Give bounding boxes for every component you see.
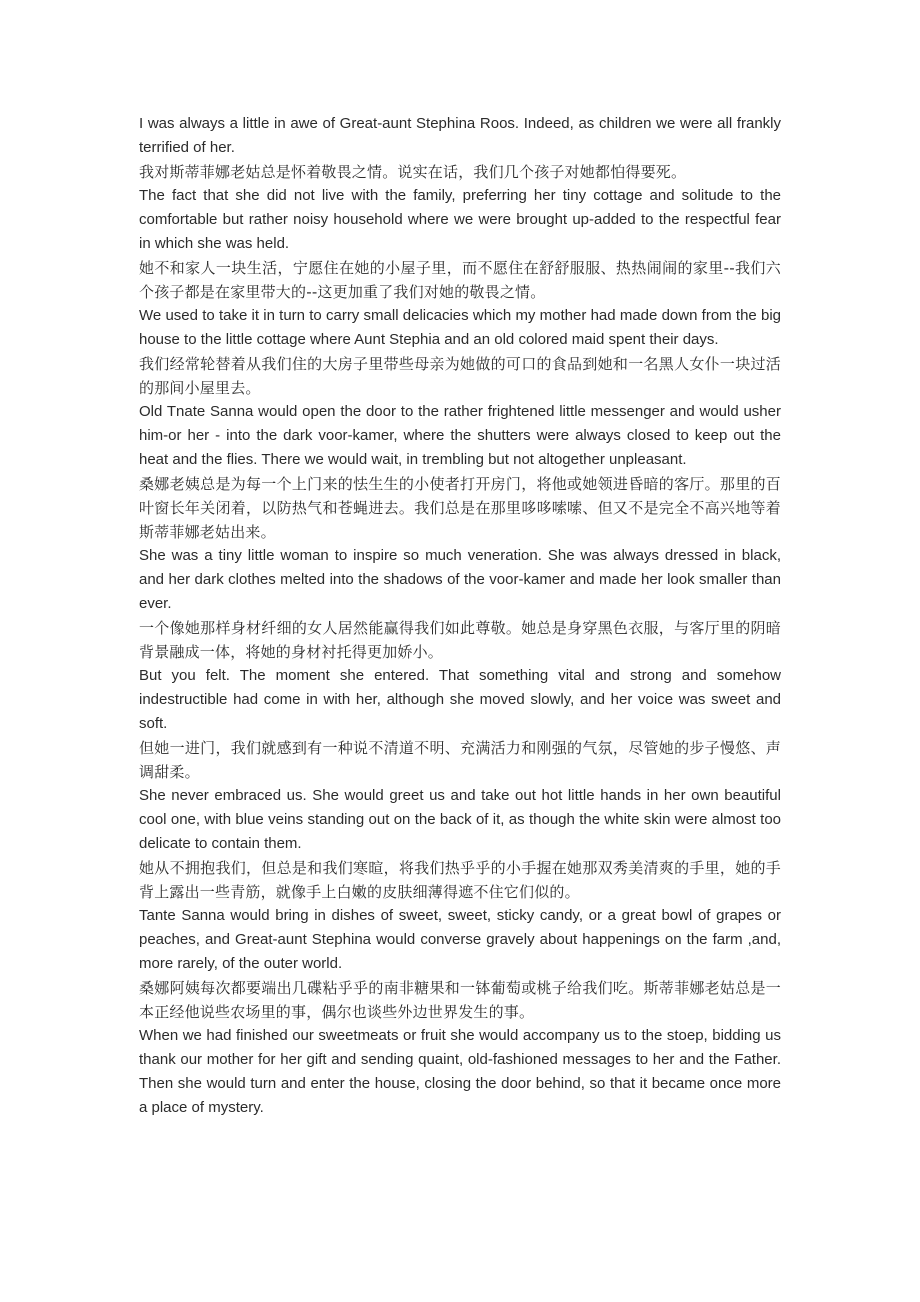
paragraph-english: She never embraced us. She would greet us and take out hot little hands in her own beautiful cool one, with blue veins standing out on the back of it, as though the white skin were almost too delicate to contain them.	[139, 787, 781, 852]
paragraph-chinese: 桑娜阿姨每次都要端出几碟粘乎乎的南非糖果和一钵葡萄或桃子给我们吃。斯蒂菲娜老姑总是一本正经他说些农场里的事，偶尔也谈些外边世界发生的事。	[139, 979, 781, 1021]
paragraph-chinese: 一个像她那样身材纤细的女人居然能赢得我们如此尊敬。她总是身穿黑色衣服，与客厅里的阴暗背景融成一体，将她的身材衬托得更加娇小。	[139, 619, 781, 661]
paragraph-english: But you felt. The moment she entered. That something vital and strong and somehow indestructible had come in with her, although she moved slowly, and her voice was sweet and soft.	[139, 667, 781, 732]
document-body	[139, 112, 781, 1120]
paragraph-chinese: 桑娜老姨总是为每一个上门来的怯生生的小使者打开房门，将他或她领进昏暗的客厅。那里的百叶窗长年关闭着，以防热气和苍蝇进去。我们总是在那里哆哆嗦嗦、但又不是完全不高兴地等着斯蒂菲娜老姑出来。	[139, 475, 781, 541]
paragraph-english: We used to take it in turn to carry small delicacies which my mother had made down from the big house to the little cottage where Aunt Stephia and an old colored maid spent their days.	[139, 307, 781, 348]
paragraph-english: The fact that she did not live with the family, preferring her tiny cottage and solitude to the comfortable but rather noisy household where we were brought up-added to the respectful fear in which she was held.	[139, 187, 781, 252]
paragraph-chinese: 她不和家人一块生活，宁愿住在她的小屋子里，而不愿住在舒舒服服、热热闹闹的家里--我们六个孩子都是在家里带大的--这更加重了我们对她的敬畏之情。	[139, 259, 781, 301]
paragraph-english: Tante Sanna would bring in dishes of sweet, sweet, sticky candy, or a great bowl of grapes or peaches, and Great-aunt Stephina would converse gravely about happenings on the farm ,and, more rarely, of the outer world.	[139, 907, 781, 972]
paragraph-chinese: 但她一进门，我们就感到有一种说不清道不明、充满活力和刚强的气氛，尽管她的步子慢悠、声调甜柔。	[139, 739, 781, 781]
paragraph-english: I was always a little in awe of Great-aunt Stephina Roos. Indeed, as children we were all frankly terrified of her.	[139, 115, 781, 156]
paragraph-english: She was a tiny little woman to inspire so much veneration. She was always dressed in black, and her dark clothes melted into the shadows of the voor-kamer and made her look smaller than ever.	[139, 547, 781, 612]
paragraph-english: Old Tnate Sanna would open the door to the rather frightened little messenger and would usher him-or her - into the dark voor-kamer, where the shutters were always closed to keep out the heat and the flies. There we would wait, in trembling but not altogether unpleasant.	[139, 403, 781, 468]
paragraph-chinese: 我对斯蒂菲娜老姑总是怀着敬畏之情。说实在话，我们几个孩子对她都怕得要死。	[139, 163, 687, 181]
paragraph-chinese: 她从不拥抱我们，但总是和我们寒暄，将我们热乎乎的小手握在她那双秀美清爽的手里，她的手背上露出一些青筋，就像手上白嫩的皮肤细薄得遮不住它们似的。	[139, 859, 781, 901]
paragraph-chinese: 我们经常轮替着从我们住的大房子里带些母亲为她做的可口的食品到她和一名黑人女仆一块过活的那间小屋里去。	[139, 355, 781, 397]
paragraph-english: When we had finished our sweetmeats or fruit she would accompany us to the stoep, bidding us thank our mother for her gift and sending quaint, old-fashioned messages to her and the Father. Then she would turn and enter the house, closing the door behind, so that it became once more a place of mystery.	[139, 1027, 781, 1116]
